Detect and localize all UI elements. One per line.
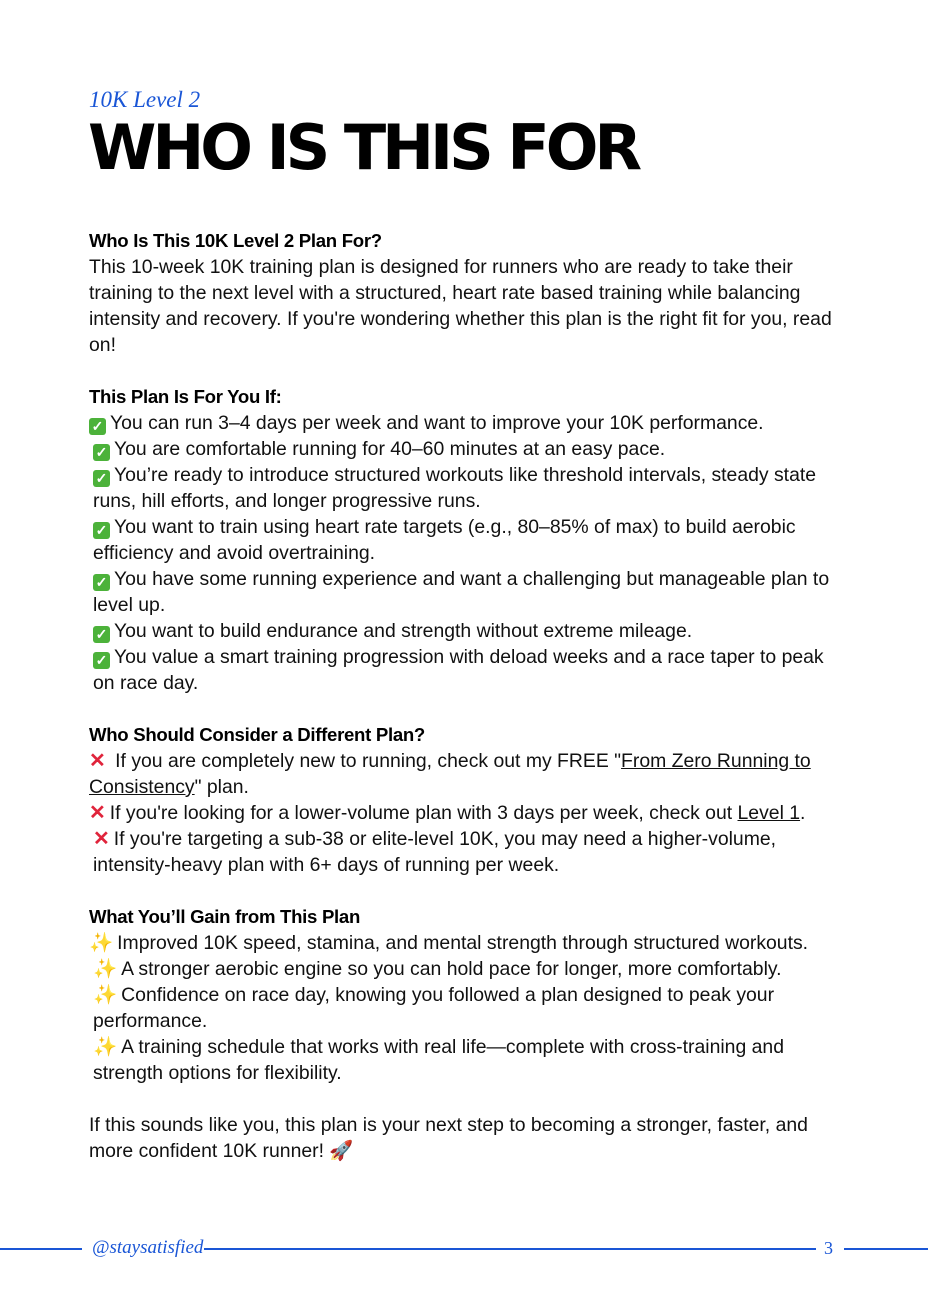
list-item-text: A training schedule that works with real life—complete with cross-training and strength options for flexibility. <box>93 1036 784 1084</box>
for-you-heading: This Plan Is For You If: <box>89 386 282 407</box>
page-title: WHO IS THIS FOR <box>88 111 639 184</box>
check-mark-icon: ✓ <box>93 626 110 643</box>
check-mark-icon: ✓ <box>93 470 110 487</box>
footer-rule-right <box>844 1248 928 1250</box>
list-item-text: If you are completely new to running, check out my FREE " <box>115 750 622 772</box>
list-item-text: You want to train using heart rate targets (e.g., 80–85% of max) to build aerobic efficiency and avoid overtraining. <box>93 516 796 564</box>
for-you-section <box>89 384 849 696</box>
list-item-text: You value a smart training progression with deload weeks and a race taper to peak on race day. <box>93 646 824 694</box>
cross-mark-icon: ✕ <box>89 802 106 824</box>
check-mark-icon: ✓ <box>93 444 110 461</box>
sparkles-icon: ✨ <box>89 932 114 954</box>
list-item <box>89 410 849 436</box>
intro-body: This 10-week 10K training plan is designed for runners who are ready to take their training to the next level with a structured, heart rate based training while balancing intensity and recovery. If you're wondering whether this plan is the right fit for you, read on! <box>89 256 832 356</box>
footer-rule-left <box>0 1248 82 1250</box>
list-item <box>89 1034 849 1086</box>
sparkles-icon: ✨ <box>93 1036 118 1058</box>
list-item <box>89 930 849 956</box>
check-mark-icon: ✓ <box>93 522 110 539</box>
level-1-link[interactable]: Level 1 <box>737 802 801 824</box>
footer-handle: @staysatisfied <box>92 1237 204 1258</box>
check-mark-icon: ✓ <box>93 574 110 591</box>
gain-heading: What You’ll Gain from This Plan <box>89 906 361 927</box>
different-plan-heading: Who Should Consider a Different Plan? <box>89 724 425 745</box>
list-item-text: You can run 3–4 days per week and want to improve your 10K performance. <box>110 412 764 434</box>
list-item-text: You want to build endurance and strength without extreme mileage. <box>114 620 693 642</box>
page-number: 3 <box>824 1238 833 1258</box>
list-item <box>89 618 849 644</box>
intro-section <box>89 228 849 358</box>
closing-text: If this sounds like you, this plan is your next step to becoming a stronger, faster, and more confident 10K runner! 🚀 <box>89 1114 808 1162</box>
list-item-text: A stronger aerobic engine so you can hold pace for longer, more comfortably. <box>121 958 782 980</box>
cross-mark-icon: ✕ <box>89 750 106 772</box>
list-item-text: If you're targeting a sub-38 or elite-level 10K, you may need a higher-volume, intensity-heavy plan with 6+ days of running per week. <box>93 828 777 876</box>
list-item <box>89 514 849 566</box>
list-item <box>89 462 849 514</box>
list-item-text: You have some running experience and want a challenging but manageable plan to level up. <box>93 568 830 616</box>
list-item-text: " plan. <box>194 776 249 798</box>
list-item-text: Confidence on race day, knowing you followed a plan designed to peak your performance. <box>93 984 775 1032</box>
list-item-text: You are comfortable running for 40–60 minutes at an easy pace. <box>114 438 666 460</box>
list-item <box>89 826 849 878</box>
sparkles-icon: ✨ <box>93 984 118 1006</box>
list-item-text: If you're looking for a lower-volume plan with 3 days per week, check out <box>109 802 738 824</box>
check-mark-icon: ✓ <box>89 418 106 435</box>
list-item <box>89 956 849 982</box>
list-item <box>89 566 849 618</box>
gain-section <box>89 904 849 1086</box>
check-mark-icon: ✓ <box>93 652 110 669</box>
footer <box>0 1236 928 1260</box>
sparkles-icon: ✨ <box>93 958 118 980</box>
zero-to-consistency-link[interactable]: From Zero Running to Consistency <box>89 750 811 798</box>
list-item <box>89 800 849 826</box>
cross-mark-icon: ✕ <box>93 828 110 850</box>
list-item-text: Improved 10K speed, stamina, and mental strength through structured workouts. <box>117 932 809 954</box>
list-item <box>89 436 849 462</box>
list-item-text: You’re ready to introduce structured workouts like threshold intervals, steady state runs, hill efforts, and longer progressive runs. <box>93 464 817 512</box>
different-plan-section <box>89 722 849 878</box>
intro-heading: Who Is This 10K Level 2 Plan For? <box>89 230 382 251</box>
list-item <box>89 644 849 696</box>
list-item-text: . <box>800 802 806 824</box>
list-item <box>89 748 849 800</box>
main-content <box>89 228 849 1164</box>
list-item <box>89 982 849 1034</box>
page-subtitle: 10K Level 2 <box>89 87 201 112</box>
footer-rule-middle <box>204 1248 816 1250</box>
